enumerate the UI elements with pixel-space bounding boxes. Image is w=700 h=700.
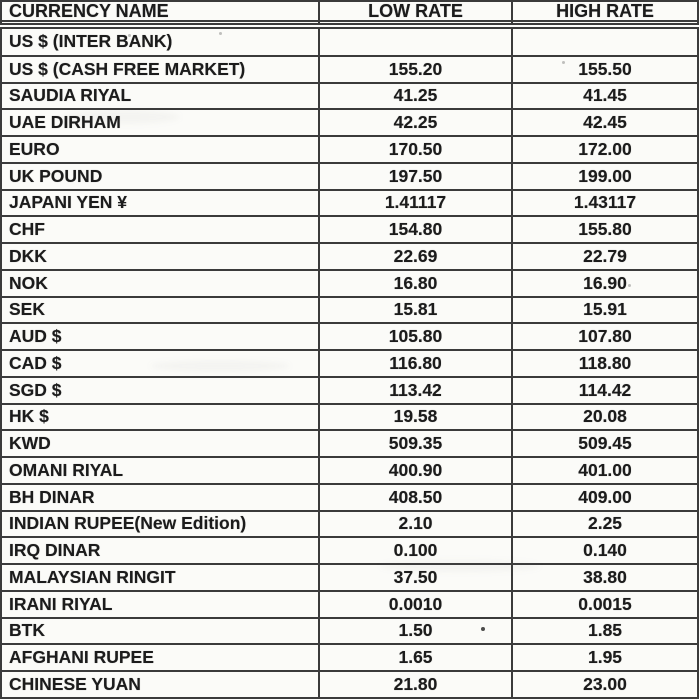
high-rate-cell: 118.80	[512, 350, 698, 377]
high-rate-cell: 23.00	[512, 671, 698, 698]
table-row	[1, 404, 698, 431]
low-rate-cell: 170.50	[319, 136, 512, 163]
high-rate-cell: 0.140	[512, 537, 698, 564]
table-row	[1, 537, 698, 564]
high-rate-cell: 42.45	[512, 109, 698, 136]
currency-name-cell: IRANI RIYAL	[1, 591, 319, 618]
currency-name-cell: EURO	[1, 136, 319, 163]
table-row	[1, 671, 698, 698]
high-rate-cell: 107.80	[512, 323, 698, 350]
currency-name-cell: OMANI RIYAL	[1, 457, 319, 484]
table-row	[1, 377, 698, 404]
currency-name-cell: DKK	[1, 243, 319, 270]
low-rate-cell: 154.80	[319, 216, 512, 243]
currency-name-cell: BH DINAR	[1, 484, 319, 511]
currency-name-cell: CHF	[1, 216, 319, 243]
currency-name-cell: SGD $	[1, 377, 319, 404]
currency-name-cell: NOK	[1, 270, 319, 297]
low-rate-cell: 22.69	[319, 243, 512, 270]
high-rate-cell: 114.42	[512, 377, 698, 404]
low-rate-cell: 21.80	[319, 671, 512, 698]
currency-name-cell: CAD $	[1, 350, 319, 377]
high-rate-cell: 1.85	[512, 618, 698, 645]
table-row	[1, 136, 698, 163]
table-row	[1, 109, 698, 136]
table-row	[1, 56, 698, 83]
table-row	[1, 26, 698, 55]
high-rate-cell: 1.95	[512, 644, 698, 671]
currency-name-cell: INDIAN RUPEE(New Edition)	[1, 511, 319, 538]
column-header-low-rate: LOW RATE	[319, 1, 512, 21]
low-rate-cell: 0.0010	[319, 591, 512, 618]
high-rate-cell: 409.00	[512, 484, 698, 511]
low-rate-cell: 400.90	[319, 457, 512, 484]
table-row	[1, 350, 698, 377]
low-rate-cell: 37.50	[319, 564, 512, 591]
low-rate-cell: 197.50	[319, 163, 512, 190]
currency-name-cell: US $ (CASH FREE MARKET)	[1, 56, 319, 83]
currency-name-cell: IRQ DINAR	[1, 537, 319, 564]
table-row	[1, 216, 698, 243]
currency-name-cell: UK POUND	[1, 163, 319, 190]
high-rate-cell: 38.80	[512, 564, 698, 591]
table-row	[1, 644, 698, 671]
low-rate-cell: 15.81	[319, 297, 512, 324]
table-row	[1, 591, 698, 618]
high-rate-cell: 155.50	[512, 56, 698, 83]
table-row	[1, 323, 698, 350]
column-header-currency-name: CURRENCY NAME	[1, 1, 319, 21]
high-rate-cell: 509.45	[512, 430, 698, 457]
high-rate-cell: 172.00	[512, 136, 698, 163]
currency-name-cell: KWD	[1, 430, 319, 457]
table-row	[1, 163, 698, 190]
high-rate-cell: 155.80	[512, 216, 698, 243]
high-rate-cell: 22.79	[512, 243, 698, 270]
low-rate-cell: 19.58	[319, 404, 512, 431]
low-rate-cell: 0.100	[319, 537, 512, 564]
table-row	[1, 564, 698, 591]
table-row	[1, 83, 698, 110]
table-row	[1, 243, 698, 270]
currency-name-cell: MALAYSIAN RINGIT	[1, 564, 319, 591]
low-rate-cell: 408.50	[319, 484, 512, 511]
table-row	[1, 297, 698, 324]
currency-name-cell: AUD $	[1, 323, 319, 350]
low-rate-cell: 41.25	[319, 83, 512, 110]
low-rate-cell: 1.65	[319, 644, 512, 671]
table-row	[1, 430, 698, 457]
high-rate-cell	[512, 26, 698, 55]
low-rate-cell: 16.80	[319, 270, 512, 297]
low-rate-cell: 509.35	[319, 430, 512, 457]
low-rate-cell: 116.80	[319, 350, 512, 377]
low-rate-cell: 1.50	[319, 618, 512, 645]
table-row	[1, 511, 698, 538]
high-rate-cell: 41.45	[512, 83, 698, 110]
currency-name-cell: HK $	[1, 404, 319, 431]
low-rate-cell: 42.25	[319, 109, 512, 136]
currency-name-cell: BTK	[1, 618, 319, 645]
high-rate-cell: 0.0015	[512, 591, 698, 618]
low-rate-cell: 105.80	[319, 323, 512, 350]
low-rate-cell: 155.20	[319, 56, 512, 83]
high-rate-cell: 20.08	[512, 404, 698, 431]
table-row	[1, 618, 698, 645]
high-rate-cell: 16.90	[512, 270, 698, 297]
high-rate-cell: 1.43117	[512, 190, 698, 217]
currency-name-cell: SEK	[1, 297, 319, 324]
column-header-high-rate: HIGH RATE	[512, 1, 698, 21]
currency-name-cell: JAPANI YEN ¥	[1, 190, 319, 217]
currency-name-cell: UAE DIRHAM	[1, 109, 319, 136]
table-row	[1, 484, 698, 511]
table-row	[1, 457, 698, 484]
low-rate-cell	[319, 26, 512, 55]
low-rate-cell: 2.10	[319, 511, 512, 538]
currency-name-cell: CHINESE YUAN	[1, 671, 319, 698]
table-row	[1, 270, 698, 297]
currency-name-cell: US $ (INTER BANK)	[1, 26, 319, 55]
header-row	[1, 1, 698, 21]
high-rate-cell: 199.00	[512, 163, 698, 190]
currency-name-cell: AFGHANI RUPEE	[1, 644, 319, 671]
high-rate-cell: 401.00	[512, 457, 698, 484]
table-row	[1, 190, 698, 217]
low-rate-cell: 113.42	[319, 377, 512, 404]
currency-name-cell: SAUDIA RIYAL	[1, 83, 319, 110]
high-rate-cell: 15.91	[512, 297, 698, 324]
high-rate-cell: 2.25	[512, 511, 698, 538]
low-rate-cell: 1.41117	[319, 190, 512, 217]
